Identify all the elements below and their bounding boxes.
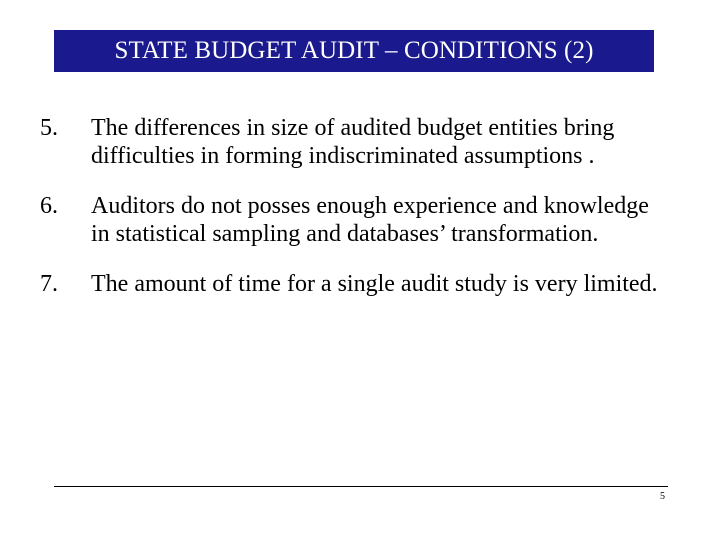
list-item — [40, 270, 680, 298]
numbered-list — [40, 114, 680, 320]
list-item — [40, 192, 680, 248]
footer-divider — [54, 486, 668, 487]
list-item-number: 7. — [40, 271, 58, 297]
list-item-text: The differences in size of audited budget entities bring difficulties in forming indiscriminated assumptions . — [91, 115, 615, 169]
slide-title-bar — [54, 30, 654, 72]
list-item-text: Auditors do not posses enough experience and knowledge in statistical sampling and databases’ transformation. — [91, 193, 649, 247]
list-item-number: 6. — [40, 193, 58, 219]
list-item-number: 5. — [40, 115, 58, 141]
slide-title: STATE BUDGET AUDIT – CONDITIONS (2) — [114, 37, 594, 64]
list-item — [40, 114, 680, 170]
list-item-text: The amount of time for a single audit study is very limited. — [91, 271, 658, 297]
page-number: 5 — [660, 491, 665, 502]
